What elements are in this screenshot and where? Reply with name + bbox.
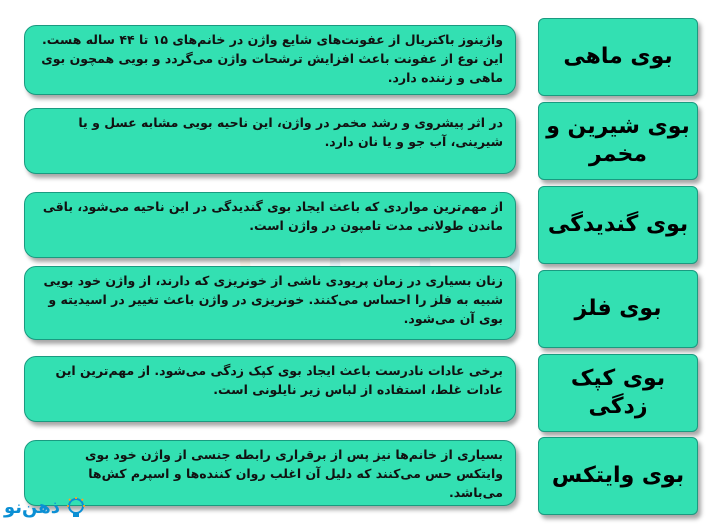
title-box: بوی گندیدگی (538, 186, 698, 264)
description-box: از مهم‌ترین مواردی که باعث ایجاد بوی گندیدگی در این ناحیه می‌شود، باقی ماندن طولانی مدت تامپون در واژن است. (24, 192, 516, 258)
title-box: بوی وایتکس (538, 437, 698, 515)
title-box: بوی کپک زدگی (538, 354, 698, 432)
title-box: بوی ماهی (538, 18, 698, 96)
title-box: بوی شیرین و مخمر (538, 102, 698, 180)
description-box: واژینوز باکتریال از عفونت‌های شایع واژن در خانم‌های ۱۵ تا ۴۴ ساله هست. این نوع از عفونت باعث افزایش ترشحات واژن می‌گردد و بویی همچون بوی ماهی و زننده دارد. (24, 25, 516, 95)
brand-logo (4, 494, 90, 522)
description-box: برخی عادات نادرست باعث ایجاد بوی کپک زدگی می‌شود. از مهم‌ترین این عادات غلط، استفاده از لباس زیر نایلونی است. (24, 356, 516, 422)
description-box: در اثر پیشروی و رشد مخمر در واژن، این ناحیه بویی مشابه عسل و یا شیرینی، آب جو و یا نان دارد. (24, 108, 516, 174)
description-box: بسیاری از خانم‌ها نیز پس از برقراری رابطه جنسی از واژن خود بوی وایتکس حس می‌کنند که دلیل آن اغلب روان کننده‌ها و اسپرم کش‌ها می‌باشد. (24, 440, 516, 506)
description-box: زنان بسیاری در زمان پریودی ناشی از خونریزی که دارند، از واژن خود بویی شبیه به فلز را احساس می‌کنند. خونریزی در واژن باعث تغییر در اسیدیته و بوی آن می‌شود. (24, 266, 516, 340)
title-box: بوی فلز (538, 270, 698, 348)
brain-bulb-icon (64, 496, 88, 520)
logo-text: ذهن‌نو (4, 497, 60, 518)
